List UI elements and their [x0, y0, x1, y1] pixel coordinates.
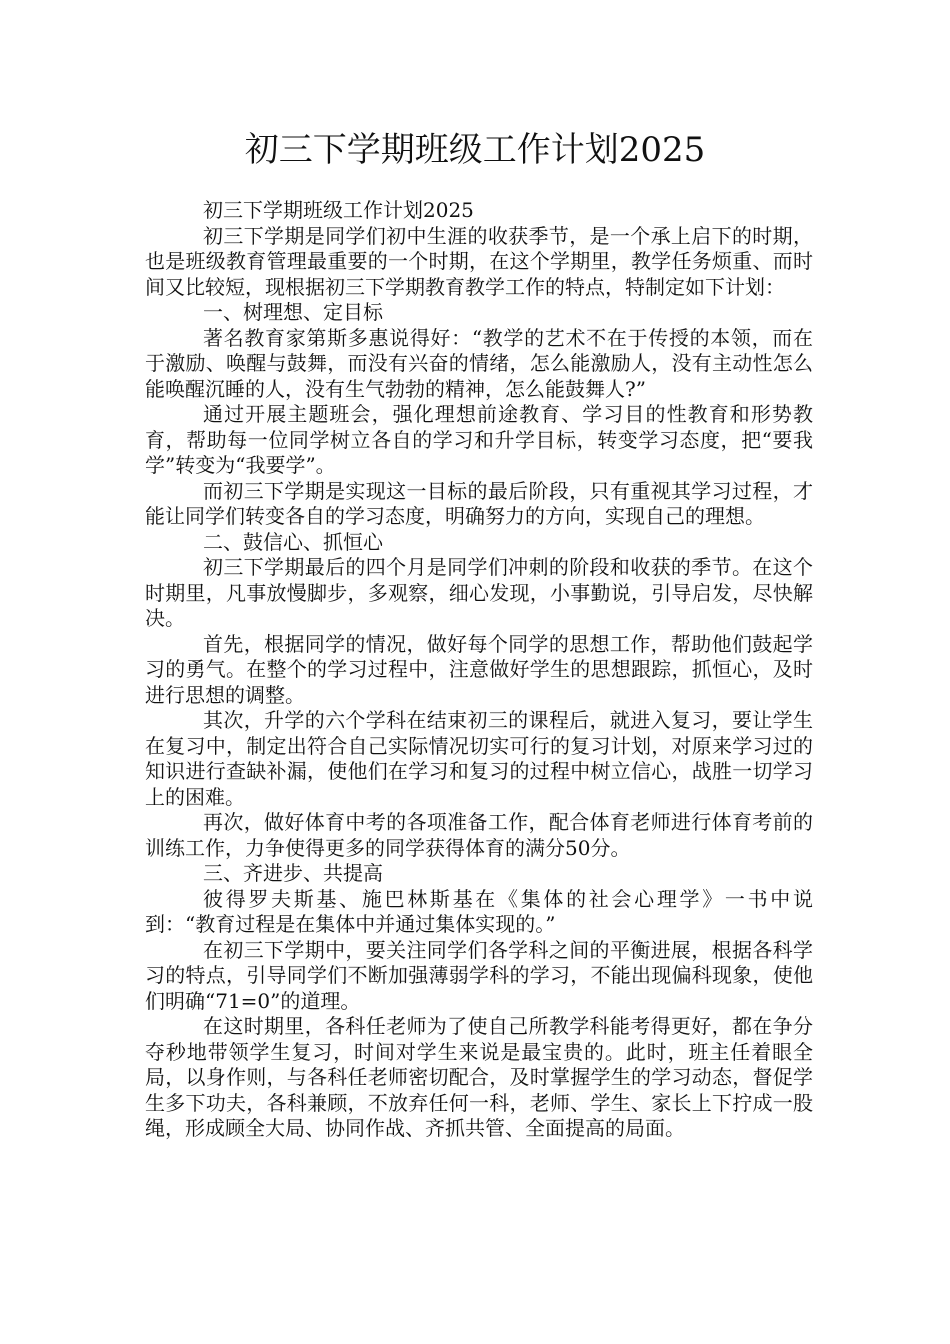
section-heading-1: 一、树理想、定目标: [203, 300, 383, 324]
paragraph: 通过开展主题班会，强化理想前途教育、学习目的性教育和形势教育，帮助每一位同学树立各自的学习和升学目标，转变学习态度，把“要我学”转变为“我要学”。: [145, 402, 813, 477]
paragraph: 在初三下学期中，要关注同学们各学科之间的平衡进展，根据各科学习的特点，引导同学们不断加强薄弱学科的学习，不能出现偏科现象，使他们明确“71=0”的道理。: [145, 937, 813, 1013]
document-body: [145, 198, 813, 1142]
paragraph: 著名教育家第斯多惠说得好：“教学的艺术不在于传授的本领，而在于激励、唤醒与鼓舞，而没有兴奋的情绪，怎么能激励人，没有主动性怎么能唤醒沉睡的人，没有生气勃勃的精神，怎么能鼓舞人?”: [145, 325, 813, 401]
paragraph: 彼得罗夫斯基、施巴林斯基在《集体的社会心理学》一书中说到：“教育过程是在集体中并通过集体实现的。”: [145, 886, 813, 936]
paragraph: 在这时期里，各科任老师为了使自己所教学科能考得更好，都在争分夺秒地带领学生复习，时间对学生来说是最宝贵的。此时，班主任着眼全局，以身作则，与各科任老师密切配合，及时掌握学生的学习动态，督促学生多下功夫，各科兼顾，不放弃任何一科，老师、学生、家长上下拧成一股绳，形成顾全大局、协同作战、齐抓共管、全面提高的局面。: [145, 1014, 813, 1140]
paragraph: 再次，做好体育中考的各项准备工作，配合体育老师进行体育考前的训练工作，力争使得更多的同学获得体育的满分50分。: [145, 810, 813, 860]
paragraph: 而初三下学期是实现这一目标的最后阶段，只有重视其学习过程，才能让同学们转变各自的学习态度，明确努力的方向，实现自己的理想。: [145, 478, 813, 528]
paragraph-intro: 初三下学期是同学们初中生涯的收获季节，是一个承上启下的时期，也是班级教育管理最重要的一个时期，在这个学期里，教学任务烦重、而时间又比较短，现根据初三下学期教育教学工作的特点，特制定如下计划：: [145, 223, 813, 299]
paragraph: 初三下学期最后的四个月是同学们冲刺的阶段和收获的季节。在这个时期里，凡事放慢脚步，多观察，细心发现，小事勤说，引导启发，尽快解决。: [145, 555, 813, 630]
section-heading-3: 三、齐进步、共提高: [203, 861, 383, 885]
paragraph: 首先，根据同学的情况，做好每个同学的思想工作，帮助他们鼓起学习的勇气。在整个的学习过程中，注意做好学生的思想跟踪，抓恒心，及时进行思想的调整。: [145, 631, 813, 707]
paragraph-subtitle: 初三下学期班级工作计划2025: [203, 198, 474, 222]
paragraph: 其次，升学的六个学科在结束初三的课程后，就进入复习，要让学生在复习中，制定出符合自己实际情况切实可行的复习计划，对原来学习过的知识进行查缺补漏，使他们在学习和复习的过程中树立信心，战胜一切学习上的困难。: [145, 708, 813, 809]
section-heading-2: 二、鼓信心、抓恒心: [203, 529, 383, 554]
document-title: 初三下学期班级工作计划2025: [244, 130, 706, 170]
